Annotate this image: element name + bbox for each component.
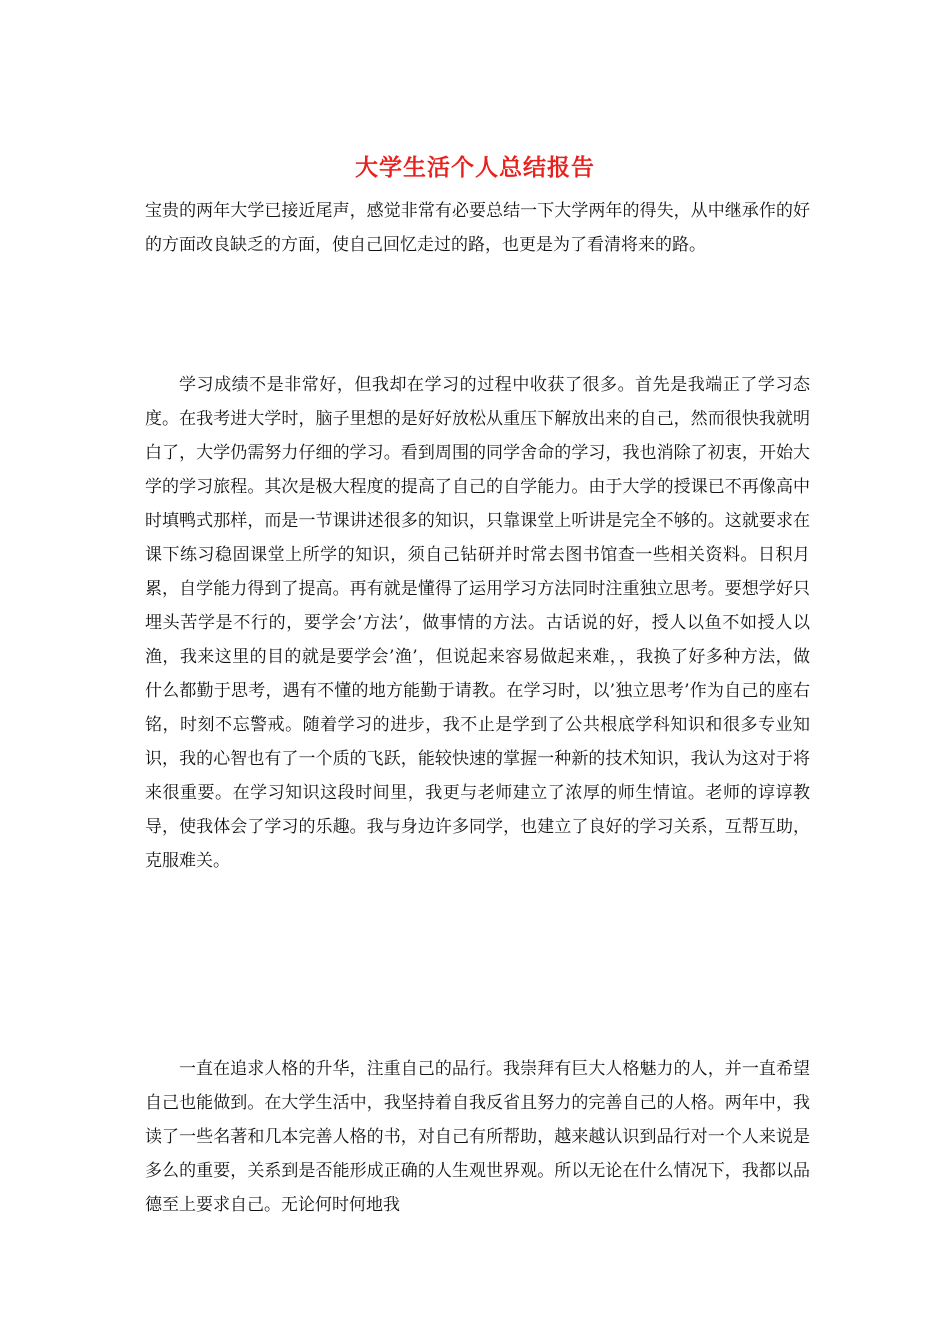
paragraph-study: 学习成绩不是非常好，但我却在学习的过程中收获了很多。首先是我端正了学习态度。在我考进大学时，脑子里想的是好好放松从重压下解放出来的自己，然而很快我就明白了，大学仍需努力仔细的学习。看到周围的同学舍命的学习，我也消除了初衷，开始大学的学习旅程。其次是极大程度的提高了自己的自学能力。由于大学的授课已不再像高中时填鸭式那样，而是一节课讲述很多的知识，只靠课堂上听讲是完全不够的。这就要求在课下练习稳固课堂上所学的知识，须自己钻研并时常去图书馆查一些相关资料。日积月累，自学能力得到了提高。再有就是懂得了运用学习方法同时注重独立思考。要想学好只埋头苦学是不行的，要学会’方法’，做事情的方法。古话说的好，授人以鱼不如授人以渔，我来这里的目的就是要学会’渔’，但说起来容易做起来难，，我换了好多种方法，做什么都勤于思考，遇有不懂的地方能勤于请教。在学习时，以’独立思考’作为自己的座右铭，时刻不忘警戒。随着学习的进步，我不止是学到了公共根底学科知识和很多专业知识，我的心智也有了一个质的飞跃，能较快速的掌握一种新的技术知识，我认为这对于将来很重要。在学习知识这段时间里，我更与老师建立了浓厚的师生情谊。老师的谆谆教导，使我体会了学习的乐趣。我与身边许多同学，也建立了良好的学习关系，互帮互助，克服难关。 xyxy=(145,375,810,871)
paragraph-intro: 宝贵的两年大学已接近尾声，感觉非常有必要总结一下大学两年的得失，从中继承作的好的方面改良缺乏的方面，使自己回忆走过的路，也更是为了看清将来的路。 xyxy=(145,201,810,255)
paragraph-character: 一直在追求人格的升华，注重自己的品行。我崇拜有巨大人格魅力的人，并一直希望自己也能做到。在大学生活中，我坚持着自我反省且努力的完善自己的人格。两年中，我读了一些名著和几本完善人格的书，对自己有所帮助，越来越认识到品行对一个人来说是多么的重要，关系到是否能形成正确的人生观世界观。所以无论在什么情况下，我都以品德至上要求自己。无论何时何地我 xyxy=(145,1059,810,1215)
document-title: 大学生活个人总结报告 xyxy=(355,154,595,181)
